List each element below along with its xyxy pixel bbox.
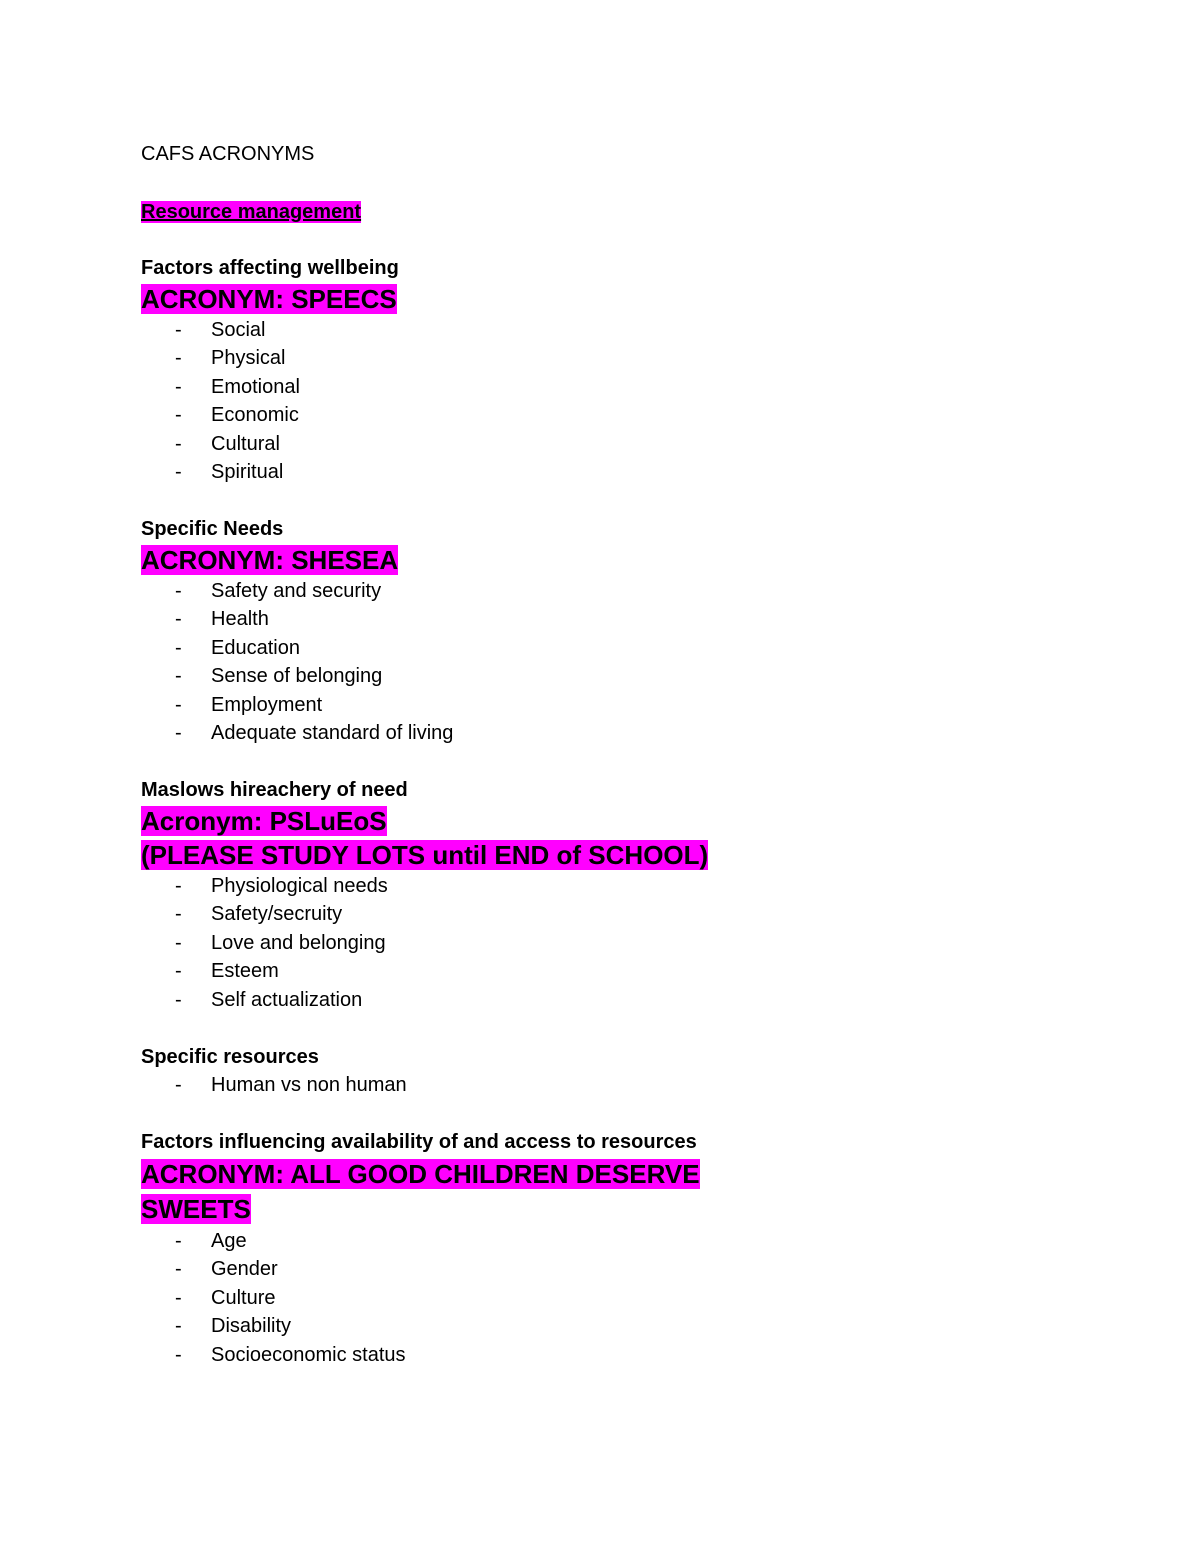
list-item-text: Emotional — [211, 375, 300, 398]
main-heading-text: Resource management — [141, 201, 362, 223]
acronym-sweets — [141, 1192, 251, 1226]
acronym-all-good-children — [141, 1157, 700, 1191]
list-item-text: Safety/secruity — [211, 903, 343, 926]
list-item-text: Self actualization — [211, 988, 363, 1011]
document-title: CAFS ACRONYMS — [141, 143, 315, 165]
bullet-dash: - — [175, 347, 182, 370]
bullet-dash: - — [175, 1074, 182, 1096]
bullet-dash: - — [175, 1258, 182, 1281]
acronym-shesea-text: ACRONYM: SHESEA — [141, 545, 399, 575]
section-heading-wellbeing: Factors affecting wellbeing — [141, 257, 399, 279]
section-heading-resource-access: Factors influencing availability of and access to resources — [141, 1131, 697, 1153]
bullet-dash: - — [175, 665, 182, 688]
list-item-text: Esteem — [211, 960, 279, 983]
acronym-shesea — [141, 543, 398, 577]
acronym-mnemonic-text: (PLEASE STUDY LOTS until END of SCHOOL) — [141, 840, 709, 870]
list-item-text: Cultural — [211, 432, 280, 455]
list-item-text: Employment — [211, 693, 323, 716]
main-heading — [141, 200, 361, 224]
bullet-dash: - — [175, 721, 182, 744]
list-item-text: Spiritual — [211, 460, 284, 483]
acronym-psIueos — [141, 804, 387, 838]
list-item-text: Education — [211, 636, 300, 659]
acronym-mnemonic — [141, 838, 708, 872]
bullet-dash: - — [175, 693, 182, 716]
list-item-text: Socioeconomic status — [211, 1343, 406, 1366]
list-item-text: Social — [211, 319, 266, 341]
bullet-dash: - — [175, 432, 182, 455]
acronym-speecs-text: ACRONYM: SPEECS — [141, 284, 397, 314]
bullet-dash: - — [175, 1286, 182, 1309]
list-item-text: Adequate standard of living — [211, 721, 454, 744]
list-item-text: Health — [211, 608, 269, 631]
list-item-text: Physiological needs — [211, 875, 388, 897]
bullet-dash: - — [175, 375, 182, 398]
section-heading-maslow: Maslows hireachery of need — [141, 779, 408, 801]
list-item-text: Gender — [211, 1258, 278, 1281]
bullet-dash: - — [175, 1315, 182, 1338]
bullet-dash: - — [175, 988, 182, 1011]
bullet-dash: - — [175, 319, 182, 341]
acronym-speecs — [141, 282, 397, 316]
list-item-text: Human vs non human — [211, 1074, 407, 1096]
list-item-text: Culture — [211, 1286, 276, 1309]
bullet-dash: - — [175, 931, 182, 954]
section-heading-specific-needs: Specific Needs — [141, 518, 284, 540]
section-heading-specific-resources: Specific resources — [141, 1046, 319, 1068]
bullet-dash: - — [175, 580, 182, 602]
list-item-text: Safety and security — [211, 580, 382, 602]
bullet-dash: - — [175, 960, 182, 983]
bullet-dash: - — [175, 1230, 182, 1252]
bullet-dash: - — [175, 608, 182, 631]
bullet-dash: - — [175, 460, 182, 483]
bullet-dash: - — [175, 1343, 182, 1366]
bullet-dash: - — [175, 903, 182, 926]
list-item-text: Physical — [211, 347, 286, 370]
bullet-dash: - — [175, 404, 182, 427]
bullet-dash: - — [175, 875, 182, 897]
acronym-psIueos-text: Acronym: PSLuEoS — [141, 806, 387, 836]
acronym-all-good-children-text: ACRONYM: ALL GOOD CHILDREN DESERVE — [141, 1159, 700, 1189]
list-item-text: Love and belonging — [211, 931, 386, 954]
list-item-text: Sense of belonging — [211, 665, 383, 688]
list-item-text: Age — [211, 1230, 247, 1252]
bullet-dash: - — [175, 636, 182, 659]
acronym-sweets-text: SWEETS — [141, 1194, 251, 1224]
list-item-text: Disability — [211, 1315, 292, 1338]
list-item-text: Economic — [211, 404, 299, 427]
